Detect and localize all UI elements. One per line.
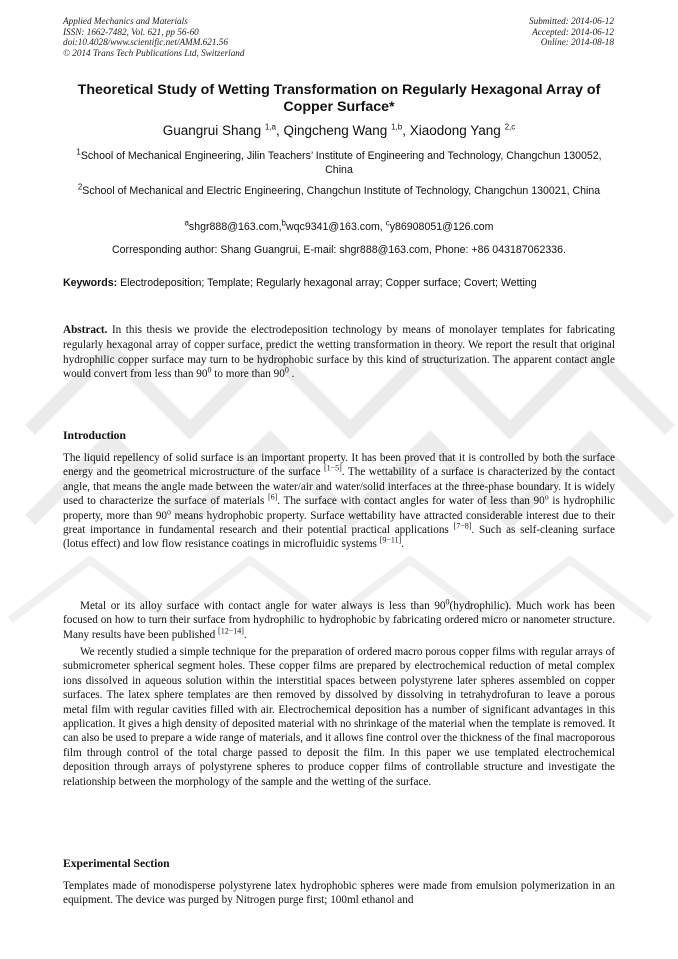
author-affiliation-marker: 2,c	[504, 122, 516, 132]
citation-superscript: [6]	[267, 492, 278, 502]
text-run: .	[401, 538, 405, 551]
abstract-label: Abstract.	[63, 324, 108, 336]
accepted-date: Accepted: 2014-06-12	[532, 26, 614, 37]
intro-paragraph-1	[63, 451, 615, 552]
text-run: The liquid repellency of solid surface is an important property. It has been proved that it is controlled by both the surface energy and the geometrical microstructure of the surface	[63, 452, 615, 479]
citation-superscript: [9−11]	[379, 535, 402, 545]
degree-superscript: 0	[284, 365, 289, 375]
journal-meta	[63, 16, 244, 58]
email-address[interactable]: shgr888@163.com,	[188, 221, 282, 233]
author-separator: ,	[402, 123, 410, 138]
doi-line: doi:10.4028/www.scientific.net/AMM.621.56	[63, 37, 228, 48]
issn-line: ISSN: 1662-7482, Vol. 621, pp 56-60	[63, 26, 199, 37]
abstract-text-end: .	[288, 368, 295, 381]
citation-superscript: o	[544, 492, 549, 502]
affiliation-number: 1	[76, 147, 81, 157]
keywords	[63, 276, 615, 290]
text-run: . The wettability of a surface is characterized by the contact angle, that means the angle made between the water/air and water/solid interfaces at the three-phase boundary. It is widely used to characterize the surface of materials	[63, 466, 616, 508]
keywords-text: Electrodeposition; Template; Regularly hexagonal array; Copper surface; Covert; Wetting	[117, 277, 537, 289]
affiliation-text: School of Mechanical and Electric Engineering, Changchun Institute of Technology, Changchun 130021, China	[82, 185, 601, 197]
email-marker: c	[385, 218, 390, 228]
email-marker: b	[281, 218, 286, 228]
intro-paragraph-2	[63, 599, 615, 642]
paper-title: Theoretical Study of Wetting Transformation on Regularly Hexagonal Array of Copper Surface*	[77, 82, 601, 115]
affiliation-1	[66, 149, 612, 177]
section-heading-introduction: Introduction	[63, 429, 126, 442]
abstract-text: In this thesis we provide the electrodeposition technology by means of monolayer templates for fabricating regularly hexagonal array of copper surface, predict the wetting transformation in theory. We report the result that original hydrophilic copper surface may turn to be hydrophobic surface by this kind of structurization. The apparent contact angle would convert from less than 90	[63, 324, 615, 381]
intro-paragraph-3: We recently studied a simple technique for the preparation of ordered macro porous copper films with regular arrays of submicrometer spherical segment holes. These copper films are prepared by electrochemical reduction of metal complex ions dissolved in aqueous solution within the interstitial spaces between polystyrene later spheres assembled on copper surfaces. The latex sphere templates are then removed by dissolved by dissolving in tetrahydrofuran to leave a porous metal film with regular cavities filled with air. Electrochemical deposition has a number of significant advantages in this application. It gives a high density of deposited material with no shrinkage of the material when the template is removed. It can also be used to prepare a wide range of materials, and it allows fine control over the thickness of the final macroporous film through control of the total charge passed to deposit the film. In this paper we use templated electrochemical deposition through arrays of polystyrene spheres to produce copper films of controllable structure and investigate the relationship between the morphology of the sample and the wetting of the surface.	[63, 646, 615, 788]
author-affiliation-marker: 1,b	[391, 122, 403, 132]
email-address[interactable]: wqc9341@163.com,	[286, 221, 386, 233]
citation-superscript: [12−14]	[218, 626, 244, 636]
author-name: Xiaodong Yang	[409, 123, 501, 138]
text-run: is hydrophilic property, more than 90	[63, 495, 616, 522]
author-affiliation-marker: 1,a	[264, 122, 276, 132]
email-marker: a	[184, 218, 189, 228]
copyright-line: © 2014 Trans Tech Publications Ltd, Switzerland	[63, 47, 245, 58]
citation-superscript: 0	[445, 597, 450, 607]
degree-superscript: 0	[207, 365, 212, 375]
email-line	[66, 220, 612, 234]
author-list	[63, 122, 615, 139]
citation-superscript: o	[167, 506, 172, 516]
text-run: (hydrophilic). Much work has been focused on how to turn their surface from hydrophilic to hydrophobic by fabricating ordered micro or nanometer structure. Many results have been published	[63, 600, 615, 641]
journal-name: Applied Mechanics and Materials	[63, 16, 188, 26]
text-run: . The surface with contact angles for water of less than 90	[277, 495, 545, 508]
section-heading-experimental: Experimental Section	[63, 857, 170, 870]
keywords-label: Keywords:	[63, 277, 118, 289]
abstract-text-mid: to more than 90	[211, 368, 285, 381]
submitted-date: Submitted: 2014-06-12	[529, 16, 614, 26]
affiliation-text: School of Mechanical Engineering, Jilin Teachers’ Institute of Engineering and Technology, Changchun 130052, China	[80, 150, 602, 177]
experimental-paragraph-1: Templates made of monodisperse polystyrene latex hydrophobic spheres were made from emulsion polymerization in an equipment. The device was purged by Nitrogen purge first; 100ml ethanol and	[63, 880, 615, 907]
abstract	[63, 323, 615, 382]
online-date: Online: 2014-08-18	[540, 37, 614, 48]
affiliation-2	[66, 184, 612, 198]
affiliation-number: 2	[77, 182, 83, 192]
text-run: .	[243, 628, 247, 641]
text-run: . Such as self-cleaning surface (lotus effect) and low flow resistance coatings in microfluidic systems	[63, 524, 615, 551]
author-name: Guangrui Shang	[162, 123, 262, 138]
corresponding-author: Corresponding author: Shang Guangrui, E-mail: shgr888@163.com, Phone: +86 043187062336.	[112, 244, 566, 256]
email-address[interactable]: y86908051@126.com	[389, 221, 494, 233]
submission-dates	[529, 16, 614, 48]
citation-superscript: [1−5]	[324, 463, 342, 473]
text-run: means hydrophobic property. Surface wettability have attracted considerable interest due to their great importance in fundamental research and their potential practical applications	[63, 509, 615, 537]
citation-superscript: [7−8]	[453, 521, 472, 531]
author-name: Qingcheng Wang	[283, 123, 388, 138]
author-separator: ,	[275, 123, 284, 138]
text-run: Metal or its alloy surface with contact angle for water always is less than 90	[80, 600, 446, 612]
